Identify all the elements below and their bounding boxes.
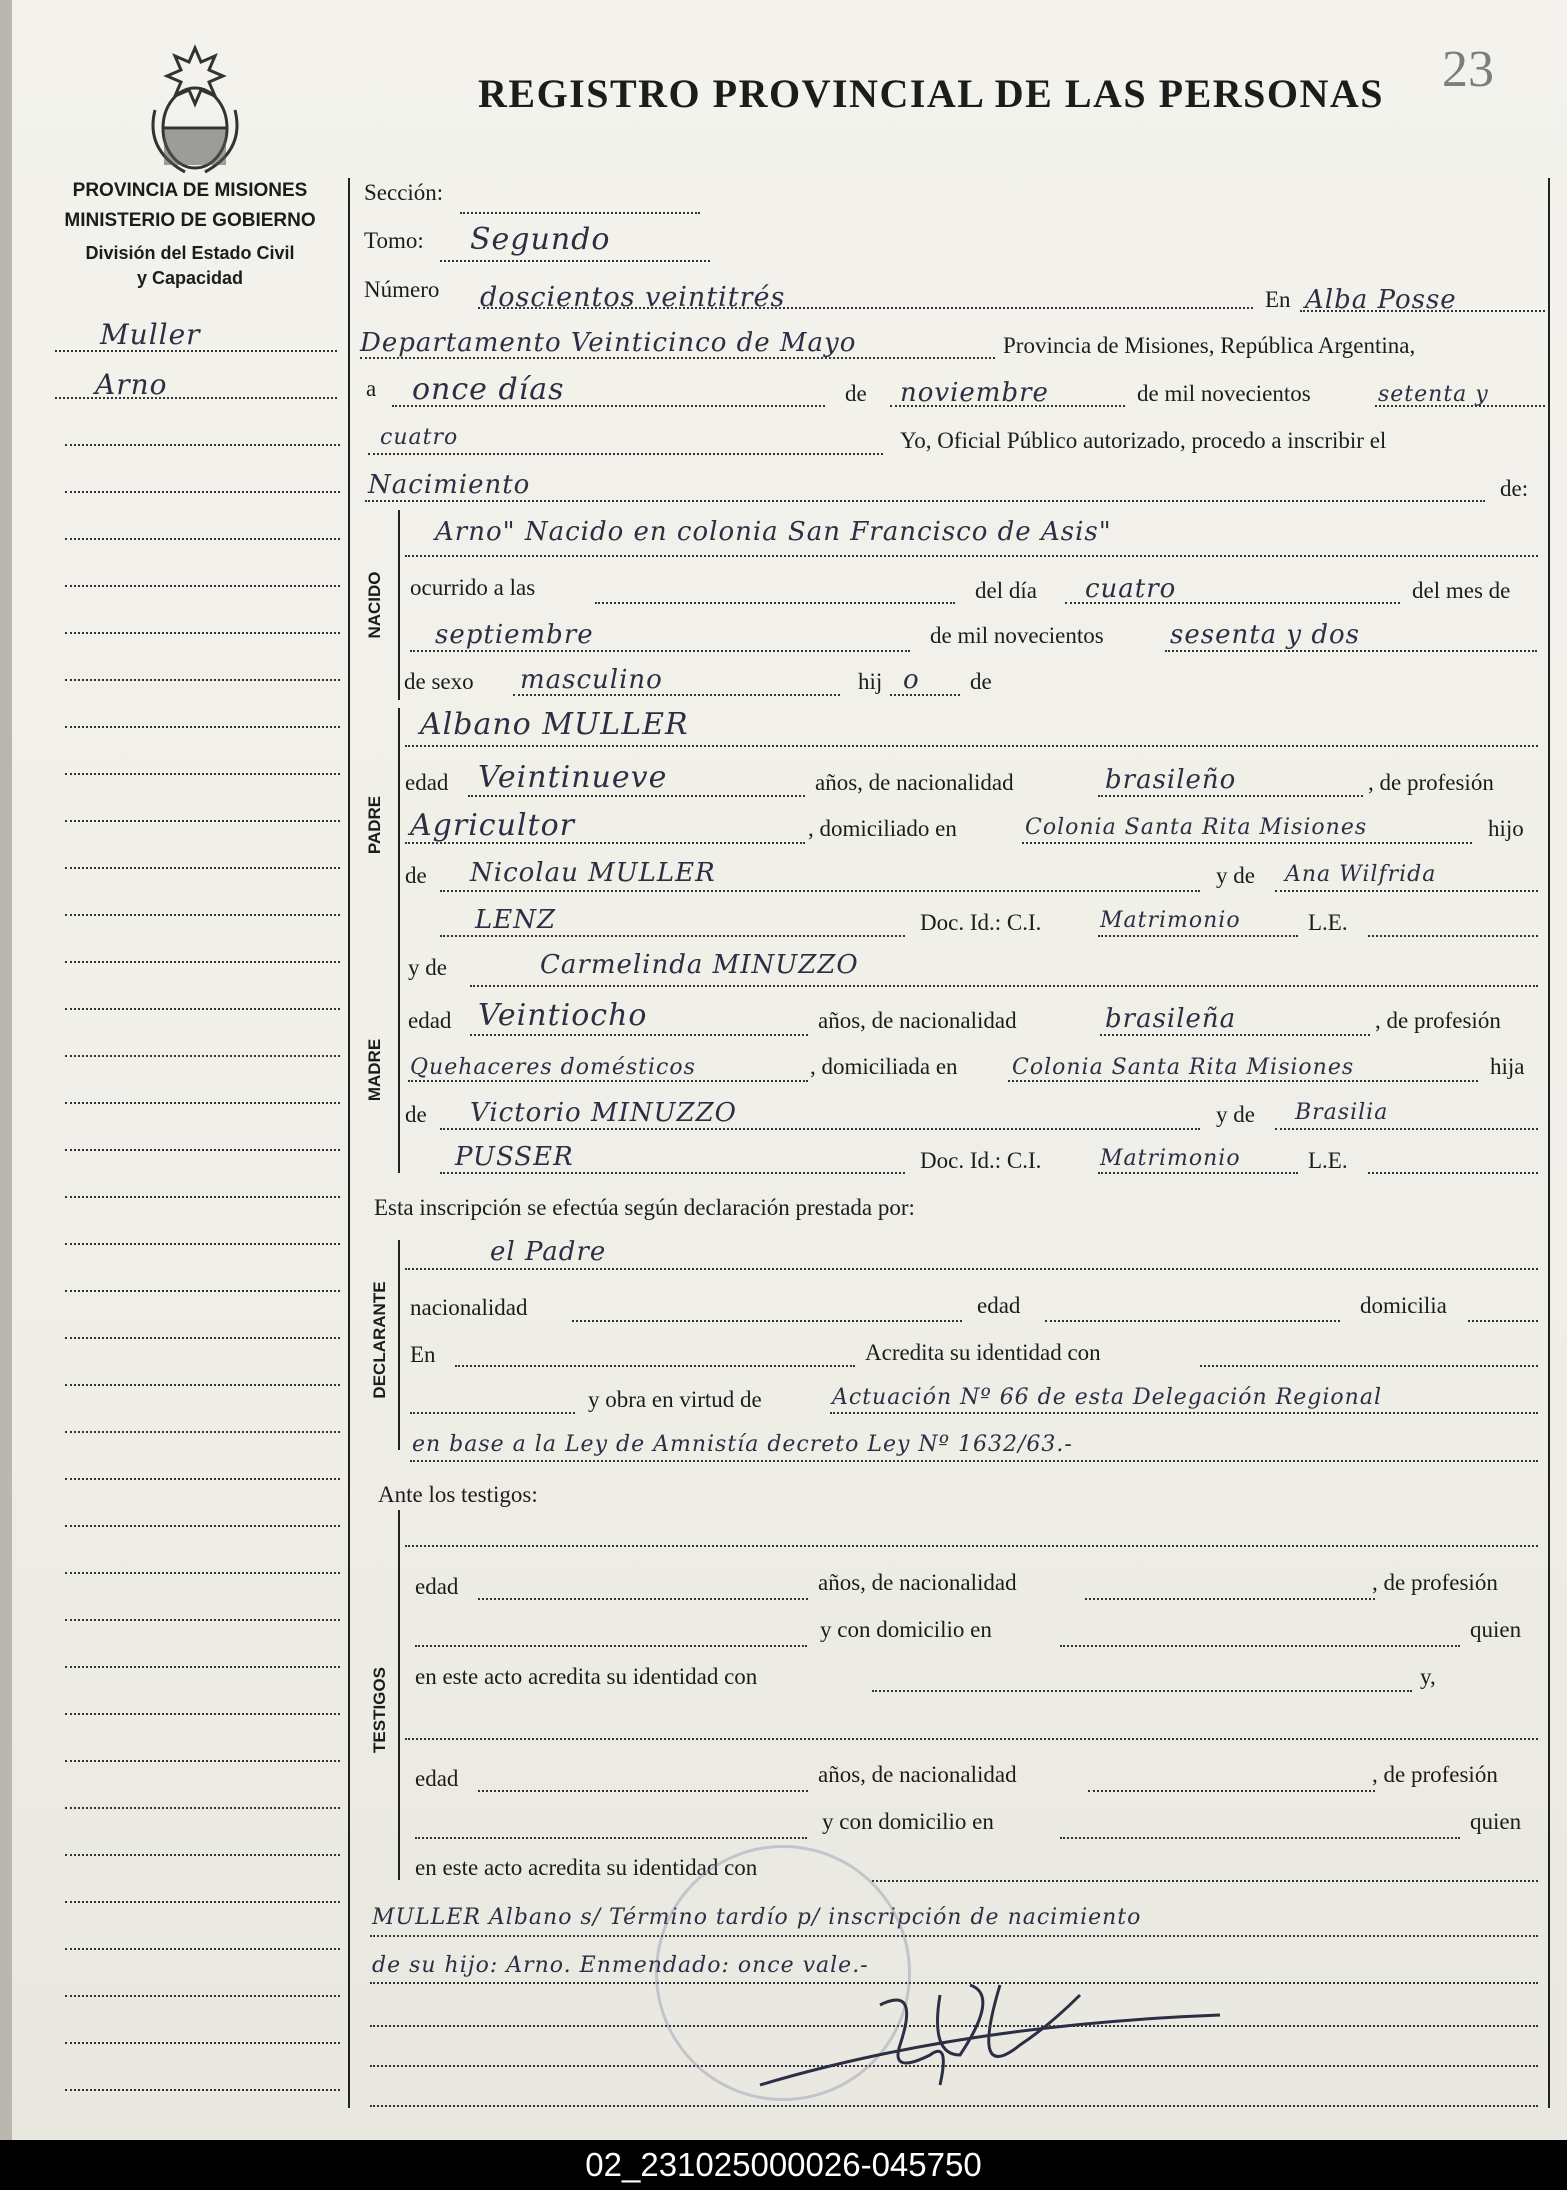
madre-prof-line bbox=[408, 1080, 808, 1082]
padre-padre-value: Nicolau MULLER bbox=[470, 858, 716, 888]
t2-acredita-line bbox=[872, 1880, 1538, 1882]
testigos-bracket bbox=[398, 1510, 400, 1880]
de-colon-label: de: bbox=[1500, 476, 1529, 501]
ante-testigos-text: Ante los testigos: bbox=[378, 1482, 538, 1507]
margin-line bbox=[65, 1948, 340, 1950]
t1-prof-label: , de profesión bbox=[1372, 1570, 1498, 1595]
tomo-label: Tomo: bbox=[364, 228, 424, 253]
de2-label: de bbox=[970, 669, 992, 694]
nacido-mes-value: septiembre bbox=[435, 620, 594, 650]
yo-text: Yo, Oficial Público autorizado, procedo a inscribir el bbox=[900, 428, 1387, 453]
madre-prof-value: Quehaceres domésticos bbox=[410, 1055, 696, 1080]
decl-domicilia-line bbox=[1468, 1320, 1538, 1322]
margin-line bbox=[65, 867, 340, 869]
padre-nac-label: años, de nacionalidad bbox=[815, 770, 1014, 795]
margin-given-name: Arno bbox=[95, 368, 168, 401]
t1-dom-label: y con domicilio en bbox=[820, 1617, 992, 1642]
margin-line bbox=[65, 1572, 340, 1574]
t2-prof-label: , de profesión bbox=[1372, 1762, 1498, 1787]
madre-le-line bbox=[1368, 1172, 1538, 1174]
anio1-value: setenta y bbox=[1378, 382, 1489, 407]
right-border bbox=[1548, 178, 1550, 2108]
margin-line bbox=[65, 1760, 340, 1762]
decl-obra-label: y obra en virtud de bbox=[588, 1387, 762, 1412]
t2-nac-label: años, de nacionalidad bbox=[818, 1762, 1017, 1787]
hora-line bbox=[595, 602, 955, 604]
margin-line bbox=[65, 1478, 340, 1480]
decl-edad-line bbox=[1045, 1320, 1340, 1322]
decl-en-label: En bbox=[410, 1342, 436, 1367]
section-testigos: TESTIGOS bbox=[370, 1667, 389, 1753]
margin-line bbox=[65, 726, 340, 728]
section-madre: MADRE bbox=[365, 1038, 384, 1102]
margin-surname: Muller bbox=[100, 318, 201, 351]
t1-y-label: y, bbox=[1420, 1664, 1436, 1689]
coat-of-arms-icon bbox=[140, 40, 250, 180]
madre-padre-value: Victorio MINUZZO bbox=[470, 1098, 737, 1128]
mil-label: de mil novecientos bbox=[1137, 381, 1311, 406]
madre-doc-line bbox=[1098, 1172, 1298, 1174]
domiciliada-label: , domiciliada en bbox=[810, 1054, 958, 1079]
nacido-anio-value: sesenta y dos bbox=[1170, 620, 1361, 650]
madre-nac-value: brasileña bbox=[1105, 1004, 1237, 1034]
madre-le-label: L.E. bbox=[1308, 1148, 1348, 1173]
margin-line bbox=[65, 1431, 340, 1433]
nota1-value: MULLER Albano s/ Término tardío p/ inscripción de nacimiento bbox=[372, 1905, 1142, 1930]
division-heading-2: y Capacidad bbox=[136, 268, 244, 288]
margin-line bbox=[65, 679, 340, 681]
nacido-nombre-value: Arno" Nacido en colonia San Francisco de Asis" bbox=[435, 517, 1112, 547]
en-value: Alba Posse bbox=[1305, 285, 1457, 315]
padre-madre-bracket bbox=[398, 708, 400, 1173]
padre-nombre-line bbox=[405, 745, 1538, 747]
decl-edad-label: edad bbox=[977, 1293, 1021, 1318]
t1-nac-line bbox=[1085, 1598, 1375, 1600]
madre-edad-label: edad bbox=[408, 1008, 452, 1033]
anio2-value: cuatro bbox=[380, 425, 459, 450]
t1-acredita-label: en este acto acredita su identidad con bbox=[415, 1664, 758, 1689]
decl-acredita-line bbox=[1200, 1365, 1538, 1367]
padre-nombre-value: Albano MULLER bbox=[420, 707, 689, 742]
decl-acredita-label: Acredita su identidad con bbox=[865, 1340, 1101, 1365]
image-id-footer: 02_231025000026-045750 bbox=[0, 2140, 1567, 2190]
madre-madre2-line bbox=[440, 1172, 905, 1174]
t1-quien-label: quien bbox=[1470, 1617, 1522, 1642]
testigo2-nombre-line bbox=[405, 1738, 1538, 1740]
madre-de-label: de bbox=[405, 1102, 427, 1127]
t2-nac-line bbox=[1088, 1790, 1375, 1792]
signature-mark bbox=[750, 1975, 1230, 2095]
decl-domicilia-label: domicilia bbox=[1360, 1293, 1447, 1318]
madre-madre-value: Brasilia bbox=[1295, 1100, 1389, 1125]
padre-madre-line bbox=[1275, 890, 1538, 892]
hij-label: hij bbox=[858, 669, 883, 694]
padre-doc-value: Matrimonio bbox=[1100, 908, 1241, 933]
page-title: REGISTRO PROVINCIAL DE LAS PERSONAS bbox=[478, 71, 1385, 116]
departamento-value: Departamento Veinticinco de Mayo bbox=[360, 328, 857, 358]
nacido-bracket bbox=[398, 510, 400, 700]
madre-nac-label: años, de nacionalidad bbox=[818, 1008, 1017, 1033]
nota5-line bbox=[370, 2105, 1538, 2107]
t1-edad-line bbox=[478, 1598, 808, 1600]
margin-line bbox=[65, 1995, 340, 1997]
margin-line bbox=[65, 1525, 340, 1527]
padre-le-line bbox=[1368, 935, 1538, 937]
margin-line bbox=[65, 1666, 340, 1668]
margin-line bbox=[65, 585, 340, 587]
mes-value: noviembre bbox=[900, 378, 1049, 408]
ocurrido-label: ocurrido a las bbox=[410, 575, 536, 600]
t1-acredita-line bbox=[872, 1690, 1412, 1692]
madre-edad-line bbox=[470, 1034, 808, 1036]
madre-nac-line bbox=[1100, 1034, 1370, 1036]
testigo1-nombre-line bbox=[405, 1545, 1538, 1547]
padre-dom-line bbox=[1022, 842, 1472, 844]
t2-prof-line bbox=[415, 1837, 807, 1839]
margin-line bbox=[65, 2089, 340, 2091]
margin-line bbox=[65, 1807, 340, 1809]
madre-madre-line bbox=[1275, 1128, 1538, 1130]
padre-edad-value: Veintinueve bbox=[478, 760, 668, 795]
nota2-value: de su hijo: Arno. Enmendado: once vale.- bbox=[372, 1953, 869, 1978]
padre-y-de-label: y de bbox=[1216, 863, 1255, 888]
madre-dom-value: Colonia Santa Rita Misiones bbox=[1012, 1055, 1355, 1080]
margin-line bbox=[65, 1102, 340, 1104]
nacido-anio-line bbox=[1165, 650, 1537, 652]
madre-prof-label: , de profesión bbox=[1375, 1008, 1501, 1033]
margin-line bbox=[65, 773, 340, 775]
numero-value: doscientos veintitrés bbox=[480, 282, 786, 313]
provincia-text: Provincia de Misiones, República Argentina, bbox=[1003, 333, 1416, 358]
column-divider bbox=[348, 178, 350, 2108]
padre-madre2-value: LENZ bbox=[475, 905, 557, 935]
margin-line bbox=[65, 1008, 340, 1010]
margin-line bbox=[65, 1854, 340, 1856]
decl-obra-line bbox=[830, 1412, 1538, 1414]
declarante-value: el Padre bbox=[490, 1237, 607, 1267]
t2-dom-line bbox=[1060, 1837, 1460, 1839]
declarante-line bbox=[405, 1268, 1538, 1270]
margin-line bbox=[65, 961, 340, 963]
padre-nac-line bbox=[1098, 795, 1363, 797]
margin-line bbox=[65, 1055, 340, 1057]
declaracion-text: Esta inscripción se efectúa según declaración prestada por: bbox=[374, 1195, 915, 1220]
margin-line bbox=[65, 1337, 340, 1339]
decl-obra1-value: Actuación Nº 66 de esta Delegación Regional bbox=[832, 1385, 1382, 1410]
madre-padre-line bbox=[440, 1128, 1200, 1130]
margin-line bbox=[65, 2042, 340, 2044]
margin-line bbox=[65, 491, 340, 493]
padre-madre-value: Ana Wilfrida bbox=[1285, 862, 1437, 887]
nacido-dia-value: cuatro bbox=[1085, 574, 1177, 604]
hija-label: hija bbox=[1490, 1054, 1525, 1079]
tomo-line bbox=[440, 260, 710, 262]
tomo-value: Segundo bbox=[470, 222, 611, 257]
ministry-heading: MINISTERIO DE GOBIERNO bbox=[64, 210, 316, 231]
nota1-line bbox=[370, 1935, 1538, 1937]
t2-dom-label: y con domicilio en bbox=[822, 1809, 994, 1834]
padre-padre-line bbox=[440, 890, 1200, 892]
margin-line bbox=[65, 1290, 340, 1292]
t2-edad-label: edad bbox=[415, 1766, 459, 1791]
madre-doc-label: Doc. Id.: C.I. bbox=[920, 1148, 1042, 1173]
decl-obra-pre-line bbox=[410, 1412, 575, 1414]
section-declarante: DECLARANTE bbox=[370, 1281, 389, 1399]
padre-dom-value: Colonia Santa Rita Misiones bbox=[1025, 815, 1368, 840]
anio2-line bbox=[368, 453, 883, 455]
t1-edad-label: edad bbox=[415, 1574, 459, 1599]
en-label: En bbox=[1265, 287, 1291, 312]
hij-value: o bbox=[903, 665, 920, 695]
margin-line bbox=[65, 1384, 340, 1386]
madre-madre2-value: PUSSER bbox=[455, 1142, 574, 1172]
nacido-mes-line bbox=[410, 650, 910, 652]
margin-line bbox=[65, 444, 340, 446]
folio-number: 23 bbox=[1442, 41, 1494, 98]
acta-line bbox=[365, 500, 1485, 502]
decl-obra2-line bbox=[410, 1460, 1538, 1462]
padre-prof-label: , de profesión bbox=[1368, 770, 1494, 795]
t1-nac-label: años, de nacionalidad bbox=[818, 1570, 1017, 1595]
padre-nac-value: brasileño bbox=[1105, 765, 1237, 795]
de-mil-label: de mil novecientos bbox=[930, 623, 1104, 648]
padre-prof-value: Agricultor bbox=[410, 808, 575, 843]
padre-le-label: L.E. bbox=[1308, 910, 1348, 935]
seccion-label: Sección: bbox=[364, 180, 444, 205]
margin-line bbox=[65, 1713, 340, 1715]
padre-edad-line bbox=[468, 795, 805, 797]
a-label: a bbox=[366, 376, 377, 401]
margin-line bbox=[65, 1901, 340, 1903]
margin-line bbox=[65, 538, 340, 540]
padre-edad-label: edad bbox=[405, 770, 449, 795]
numero-label: Número bbox=[364, 277, 440, 302]
margin-line bbox=[65, 1149, 340, 1151]
t2-edad-line bbox=[478, 1790, 808, 1792]
domiciliado-label: , domiciliado en bbox=[808, 816, 957, 841]
padre-madre2-line bbox=[440, 935, 905, 937]
decl-obra2-value: en base a la Ley de Amnistía decreto Ley Nº 1632/63.- bbox=[412, 1432, 1073, 1457]
del-dia-label: del día bbox=[975, 578, 1037, 603]
section-padre: PADRE bbox=[365, 795, 384, 855]
t1-dom-line bbox=[1060, 1645, 1460, 1647]
madre-y-de-label: y de bbox=[408, 955, 447, 980]
t2-quien-label: quien bbox=[1470, 1809, 1522, 1834]
hijo-label: hijo bbox=[1488, 816, 1524, 841]
t1-prof-line bbox=[415, 1645, 807, 1647]
division-heading: División del Estado Civil bbox=[85, 243, 295, 263]
madre-edad-value: Veintiocho bbox=[478, 998, 648, 1033]
madre-nombre-line bbox=[470, 985, 1538, 987]
dia-value: once días bbox=[412, 372, 565, 407]
t2-acredita-label: en este acto acredita su identidad con bbox=[415, 1855, 758, 1880]
decl-nac-label: nacionalidad bbox=[410, 1295, 528, 1320]
province-heading: PROVINCIA DE MISIONES bbox=[72, 180, 308, 201]
page-edge bbox=[0, 0, 12, 2140]
declarante-bracket bbox=[398, 1240, 400, 1450]
sexo-label: de sexo bbox=[404, 669, 474, 694]
de-label: de bbox=[845, 381, 867, 406]
margin-line bbox=[65, 820, 340, 822]
section-nacido: NACIDO bbox=[365, 571, 384, 639]
seccion-line bbox=[460, 212, 700, 214]
margin-line bbox=[65, 632, 340, 634]
acta-value: Nacimiento bbox=[368, 470, 531, 500]
del-mes-label: del mes de bbox=[1412, 578, 1511, 603]
padre-de-label: de bbox=[405, 863, 427, 888]
padre-doc-label: Doc. Id.: C.I. bbox=[920, 910, 1042, 935]
margin-line bbox=[65, 1243, 340, 1245]
decl-nac-line bbox=[572, 1320, 962, 1322]
margin-line bbox=[65, 1196, 340, 1198]
madre-nombre-value: Carmelinda MINUZZO bbox=[540, 950, 859, 980]
margin-line bbox=[65, 914, 340, 916]
padre-doc-line bbox=[1098, 935, 1298, 937]
margin-line bbox=[65, 1619, 340, 1621]
hij-line bbox=[890, 694, 960, 696]
sexo-value: masculino bbox=[520, 665, 663, 695]
decl-en-line bbox=[455, 1365, 855, 1367]
madre-dom-line bbox=[1008, 1080, 1478, 1082]
nacido-nombre-line bbox=[405, 555, 1538, 557]
madre-y-de2-label: y de bbox=[1216, 1102, 1255, 1127]
madre-doc-value: Matrimonio bbox=[1100, 1146, 1241, 1171]
